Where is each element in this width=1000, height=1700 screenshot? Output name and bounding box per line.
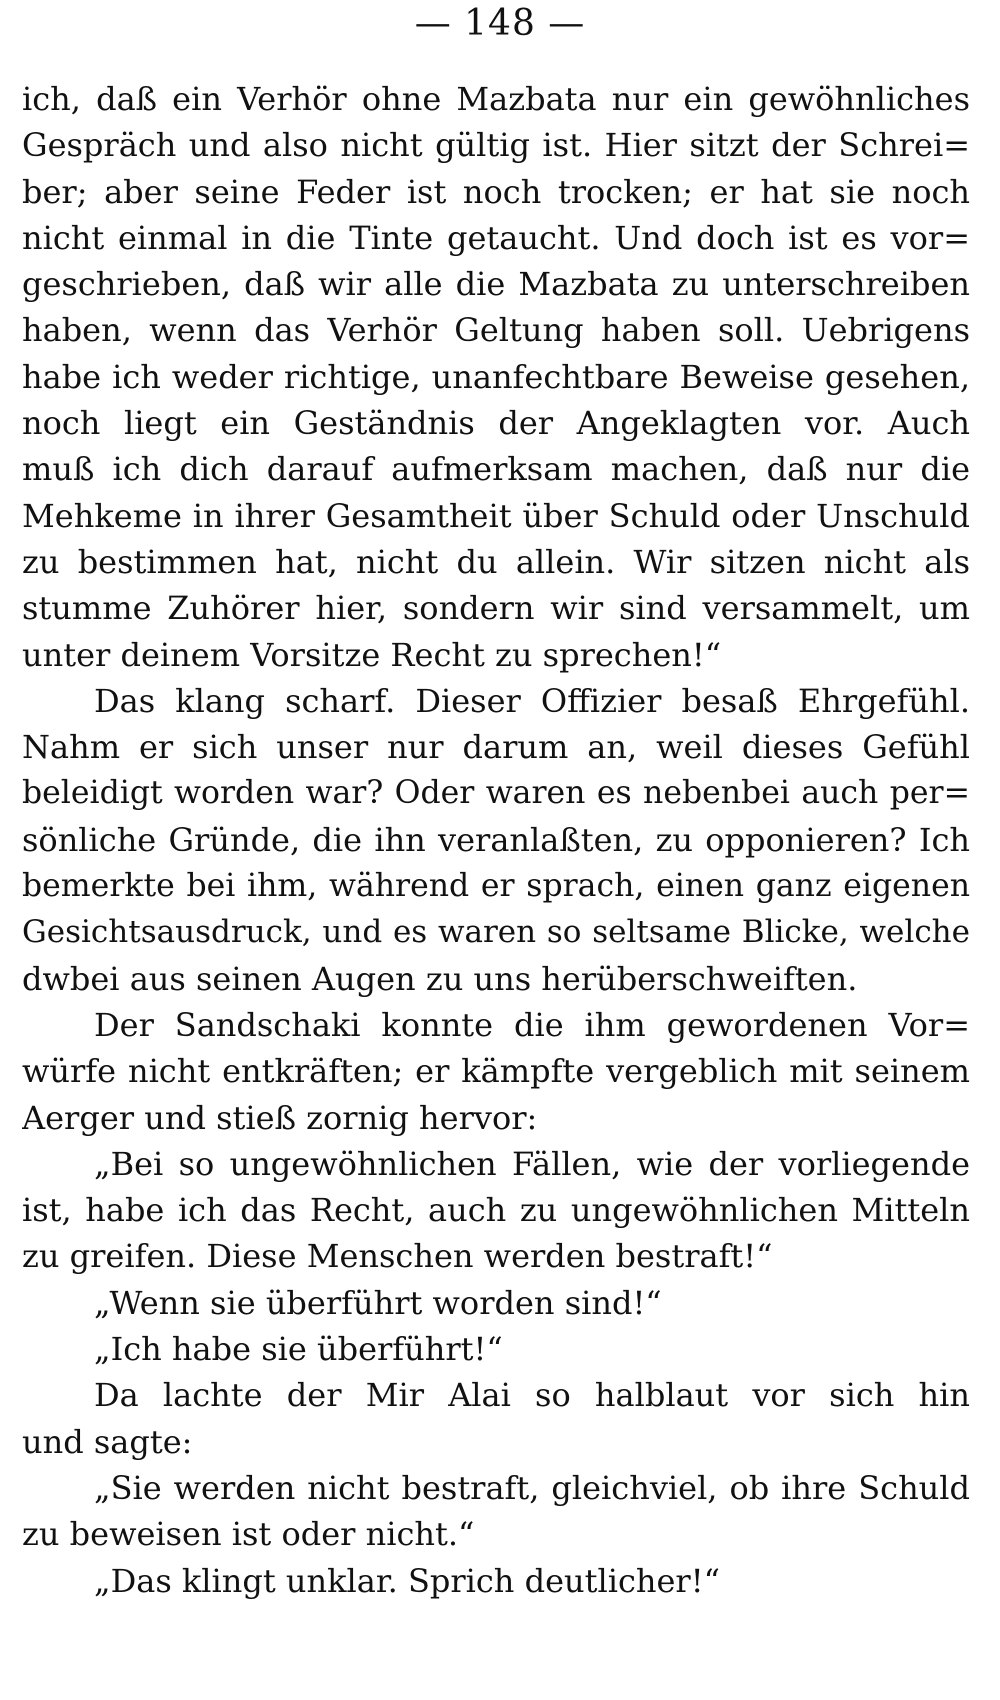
text-line: ich, daß ein Verhör ohne Mazbata nur ein gewöhnliches — [22, 80, 970, 118]
text-line: nicht einmal in die Tinte getaucht. Und doch ist es vor= — [22, 218, 970, 257]
text-line: habe ich weder richtige, unanfechtbare Beweise gesehen, — [22, 357, 970, 396]
text-line: würfe nicht entkräften; er kämpfte vergeblich mit seinem — [22, 1052, 970, 1091]
text-line: „Ich habe sie überführt!“ — [94, 1330, 503, 1369]
page-number: — 148 — — [414, 3, 586, 44]
text-line: Aerger und stieß zornig hervor: — [22, 1098, 538, 1137]
text-line: sönliche Gründe, die ihn veranlaßten, zu opponieren? Ich — [22, 820, 970, 859]
text-line: ber; aber seine Feder ist noch trocken; er hat sie noch — [22, 172, 970, 211]
text-line: zu bestimmen hat, nicht du allein. Wir sitzen nicht als — [22, 542, 970, 581]
text-line: muß ich dich darauf aufmerksam machen, daß nur die — [22, 450, 970, 489]
text-line: noch liegt ein Geständnis der Angeklagten vor. Auch — [22, 404, 970, 443]
text-line: Nahm er sich unser nur darum an, weil dieses Gefühl — [22, 728, 970, 767]
text-line: Gesichtsausdruck, und es waren so seltsame Blicke, welche — [22, 914, 970, 951]
text-line: ist, habe ich das Recht, auch zu ungewöhnlichen Mitteln — [22, 1191, 970, 1230]
text-line: dwbei aus seinen Augen zu uns herüberschweiften. — [22, 959, 858, 998]
text-line: Mehkeme in ihrer Gesamtheit über Schuld oder Unschuld — [22, 496, 970, 535]
text-line: Das klang scharf. Dieser Offizier besaß Ehrgefühl. — [94, 681, 970, 720]
text-line: geschrieben, daß wir alle die Mazbata zu unterschreiben — [22, 265, 970, 304]
text-line: Gespräch und also nicht gültig ist. Hier sitzt der Schrei= — [22, 126, 970, 165]
text-line: unter deinem Vorsitze Recht zu sprechen!“ — [22, 635, 722, 674]
text-line: stumme Zuhörer hier, sondern wir sind versammelt, um — [22, 589, 970, 628]
text-line: bemerkte bei ihm, während er sprach, einen ganz eigenen — [22, 868, 970, 905]
text-line: und sagte: — [22, 1422, 193, 1461]
text-line: „Wenn sie überführt worden sind!“ — [94, 1283, 662, 1322]
body-text — [22, 76, 970, 1604]
text-line: haben, wenn das Verhör Geltung haben soll. Uebrigens — [22, 311, 970, 350]
text-line: „Das klingt unklar. Sprich deutlicher!“ — [94, 1561, 720, 1600]
text-line: zu beweisen ist oder nicht.“ — [22, 1515, 475, 1554]
text-line: „Bei so ungewöhnlichen Fällen, wie der vorliegende — [94, 1144, 970, 1183]
text-line: zu greifen. Diese Menschen werden bestraft!“ — [22, 1237, 773, 1276]
text-line: Der Sandschaki konnte die ihm gewordenen Vor= — [94, 1005, 970, 1044]
text-line: „Sie werden nicht bestraft, gleichviel, ob ihre Schuld — [94, 1468, 970, 1507]
text-line: beleidigt worden war? Oder waren es nebenbei auch per= — [22, 775, 970, 812]
text-line: Da lachte der Mir Alai so halblaut vor sich hin — [94, 1376, 970, 1415]
